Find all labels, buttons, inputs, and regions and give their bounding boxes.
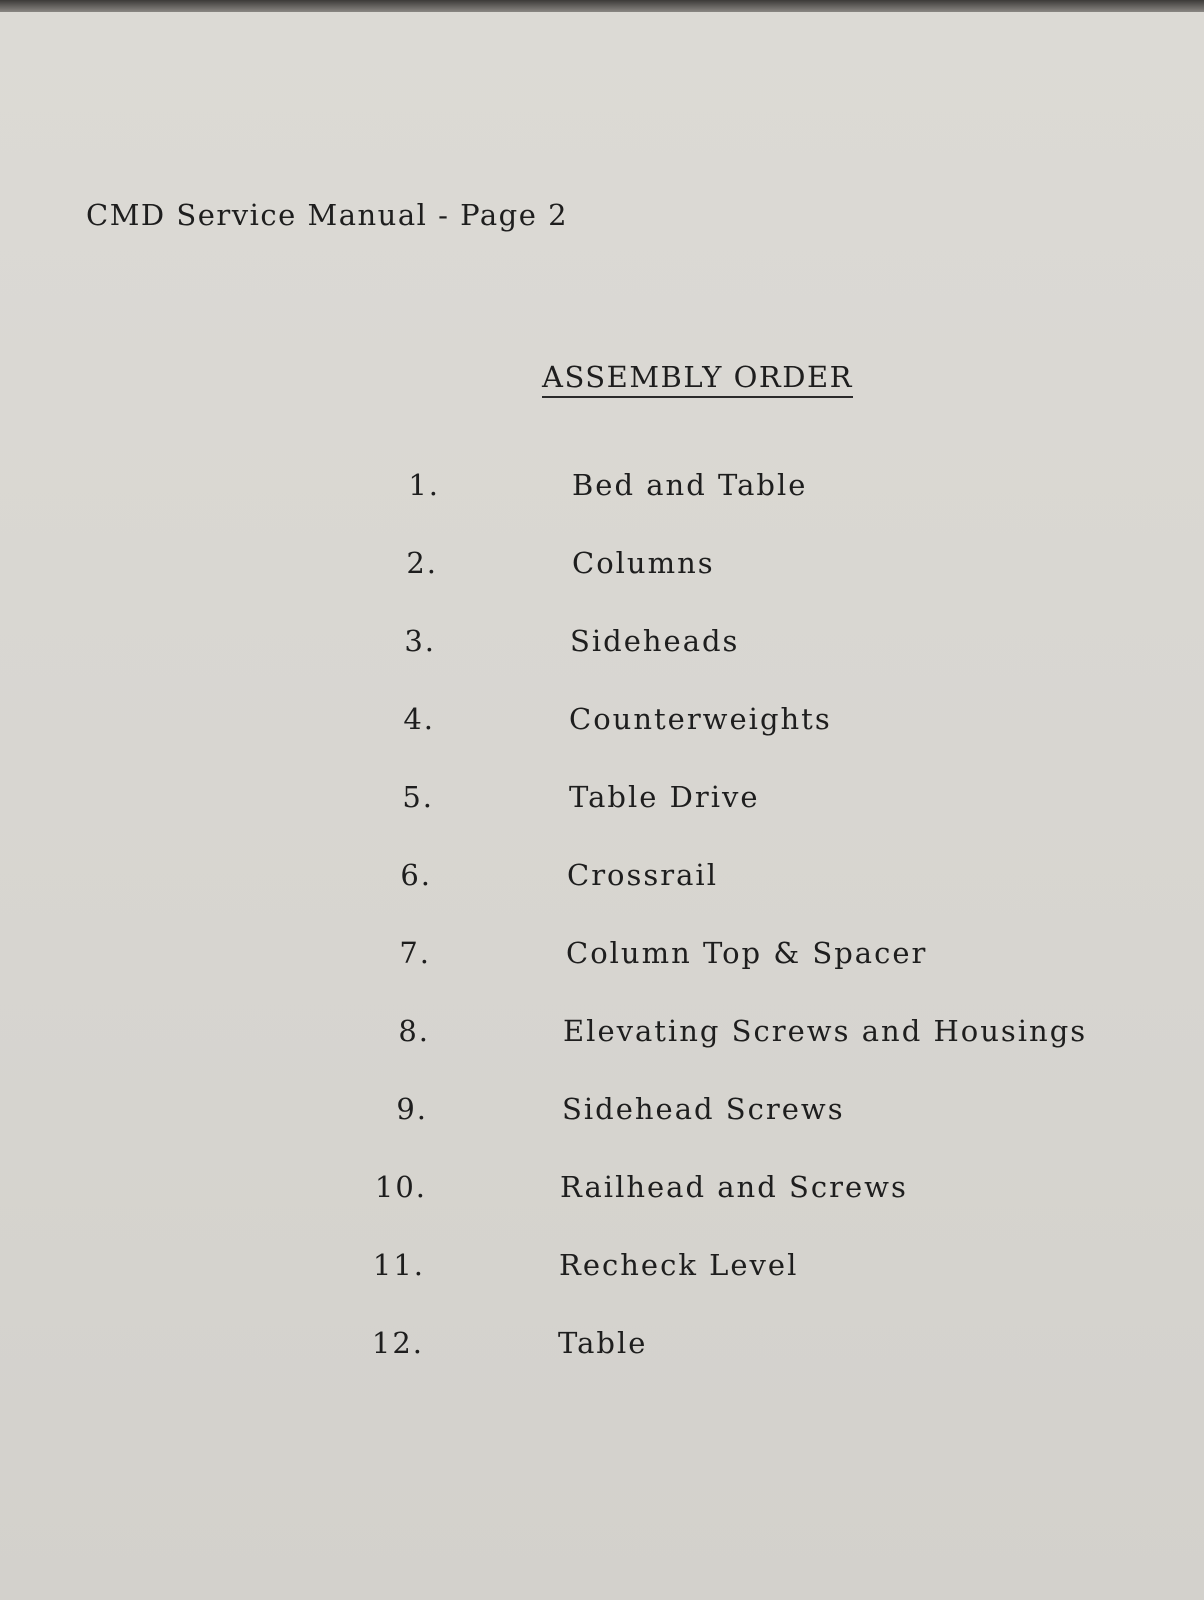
item-label: Recheck Level [559, 1248, 799, 1282]
item-label: Sideheads [570, 624, 740, 658]
item-number: 1. [408, 468, 440, 502]
item-label: Table [558, 1326, 648, 1360]
item-label: Elevating Screws and Housings [563, 1014, 1088, 1048]
item-number: 12. [371, 1326, 424, 1360]
item-label: Counterweights [569, 702, 832, 736]
item-number: 3. [404, 624, 436, 658]
item-number: 2. [406, 546, 438, 580]
item-number: 4. [403, 702, 435, 736]
item-number: 9. [396, 1092, 428, 1126]
item-label: Columns [572, 546, 715, 580]
item-number: 11. [372, 1248, 425, 1282]
item-label: Table Drive [569, 780, 760, 814]
item-number: 8. [398, 1014, 430, 1048]
item-label: Sidehead Screws [562, 1092, 845, 1126]
item-number: 6. [400, 858, 432, 892]
item-label: Column Top & Spacer [566, 936, 928, 970]
running-head: CMD Service Manual - Page 2 [86, 198, 569, 232]
item-label: Railhead and Screws [560, 1170, 908, 1204]
item-label: Crossrail [567, 858, 718, 892]
item-number: 7. [399, 936, 431, 970]
item-label: Bed and Table [572, 468, 808, 502]
item-number: 10. [374, 1170, 427, 1204]
section-title: ASSEMBLY ORDER [542, 360, 853, 398]
item-number: 5. [402, 780, 434, 814]
